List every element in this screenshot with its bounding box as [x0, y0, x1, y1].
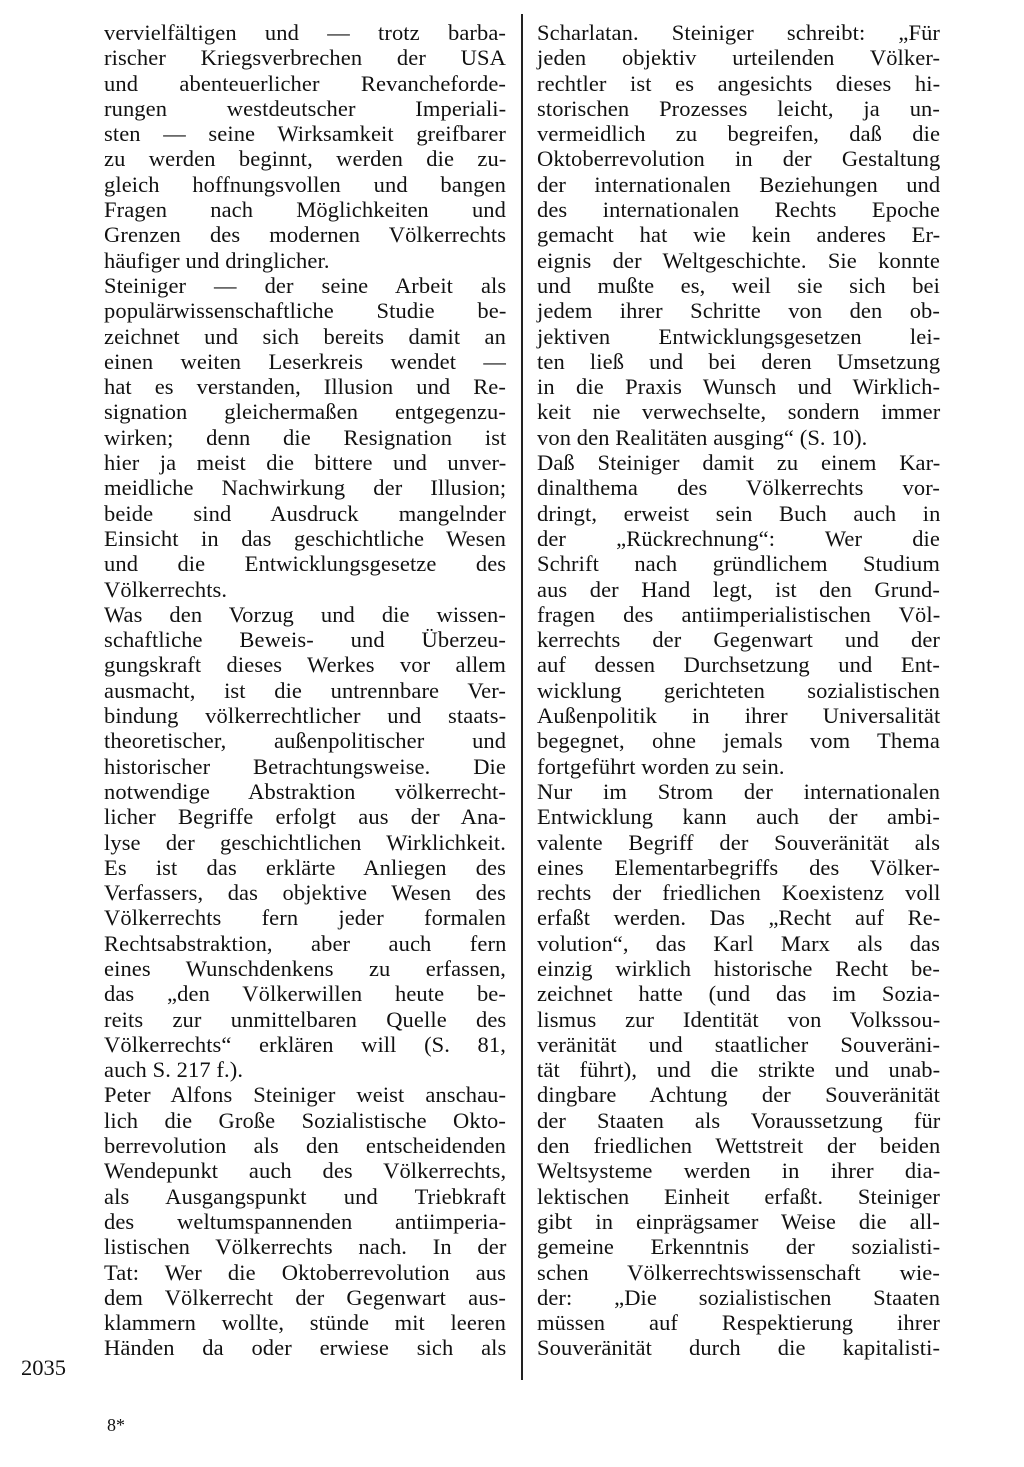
text-line: jektiven Entwicklungsgesetzen lei-: [537, 323, 941, 349]
text-line: schaftliche Beweis- und Überzeu-: [104, 627, 506, 653]
text-line: Weltsysteme werden in ihrer dia-: [537, 1158, 941, 1184]
text-line: wirken; denn die Resignation ist: [104, 424, 507, 450]
text-line: klammern wollte, stünde mit leeren: [104, 1310, 506, 1336]
text-line: reits zur unmittelbaren Quelle des: [104, 1006, 507, 1032]
text-line: Grenzen des modernen Völkerrechts: [104, 222, 507, 248]
text-line: Tat: Wer die Oktoberrevolution aus: [104, 1259, 506, 1285]
text-line: dingbare Achtung der Souveränität: [537, 1082, 940, 1108]
text-line: häufiger und dringlicher.: [104, 247, 330, 273]
text-line: rechtler ist es angesichts dieses hi-: [537, 70, 941, 96]
text-line: Schrift nach gründlichem Studium: [537, 551, 940, 577]
text-line: signation gleichermaßen entgegenzu-: [104, 399, 506, 425]
text-line: storischen Prozesses leicht, ja un-: [537, 95, 940, 121]
text-line: rischer Kriegsverbrechen der USA: [104, 45, 506, 71]
text-line: aus der Hand legt, ist den Grund-: [537, 576, 940, 602]
text-line: Völkerrechts fern jeder formalen: [104, 905, 506, 931]
text-line: dinalthema des Völkerrechts vor-: [537, 475, 940, 501]
text-line: gibt in einprägsamer Weise die all-: [537, 1208, 940, 1234]
text-line: einzig wirklich historische Recht be-: [537, 955, 940, 981]
text-line: lyse der geschichtlichen Wirklichkeit.: [104, 829, 506, 855]
text-line: lich die Große Sozialistische Okto-: [104, 1107, 506, 1133]
footer-mark: 8*: [107, 1415, 125, 1435]
text-line: populärwissenschaftliche Studie be-: [104, 298, 507, 324]
text-line: als Ausgangspunkt und Triebkraft: [104, 1183, 506, 1209]
text-line: Wendepunkt auch des Völkerrechts,: [104, 1158, 507, 1184]
text-line: zeichnet hatte (und das im Sozia-: [537, 981, 940, 1007]
text-line: ausmacht, ist die untrennbare Ver-: [104, 677, 506, 703]
text-line: berrevolution als den entscheidenden: [104, 1133, 506, 1159]
text-line: Völkerrechts“ erklären will (S. 81,: [104, 1031, 506, 1057]
text-line: fragen des antiimperialistischen Völ-: [537, 601, 941, 627]
text-line: Was den Vorzug und die wissen-: [104, 601, 506, 627]
text-line: einen weiten Leserkreis wendet —: [104, 348, 506, 374]
text-line: lektischen Einheit erfaßt. Steiniger: [537, 1183, 940, 1209]
text-line: in die Praxis Wunsch und Wirklich-: [537, 374, 941, 400]
text-line: notwendige Abstraktion völkerrecht-: [104, 778, 506, 804]
text-line: Entwicklung kann auch der ambi-: [537, 804, 941, 830]
text-line: beide sind Ausdruck mangelnder: [104, 500, 506, 526]
text-line: gemacht hat wie kein anderes Er-: [537, 222, 941, 248]
text-line: erfaßt werden. Das „Recht auf Re-: [537, 905, 941, 931]
text-line: listischen Völkerrechts nach. In der: [104, 1234, 507, 1260]
text-line: auf dessen Durchsetzung und Ent-: [537, 652, 940, 678]
text-line: jedem ihrer Schritte von den ob-: [537, 298, 940, 324]
text-line: hat es verstanden, Illusion und Re-: [104, 374, 506, 400]
text-line: eines Wunschdenkens zu erfassen,: [104, 955, 507, 981]
text-line: veränität und staatlicher Souveräni-: [537, 1031, 941, 1057]
text-line: der „Rückrechnung“: Wer die: [537, 525, 940, 551]
text-line: Peter Alfons Steiniger weist anschau-: [104, 1082, 507, 1108]
text-line: Einsicht in das geschichtliche Wesen: [104, 525, 507, 551]
text-line: der: „Die sozialistischen Staaten: [537, 1284, 941, 1310]
right-text-column: [537, 20, 940, 1361]
text-line: der internationalen Beziehungen und: [537, 171, 941, 197]
text-line: valente Begriff der Souveränität als: [537, 829, 941, 855]
text-line: vermeidlich zu begreifen, daß die: [537, 121, 941, 147]
text-line: vervielfältigen und — trotz barba-: [104, 20, 507, 45]
text-line: Es ist das erklärte Anliegen des: [104, 854, 506, 880]
text-line: gemeine Erkenntnis der sozialisti-: [537, 1234, 941, 1260]
text-line: und abenteuerlicher Revancheforde-: [104, 70, 506, 96]
text-line: bindung völkerrechtlicher und staats-: [104, 703, 507, 729]
text-line: auch S. 217 f.).: [104, 1057, 244, 1083]
text-line: keit nie verwechselte, sondern immer: [537, 399, 941, 425]
text-line: müssen auf Respektierung ihrer: [537, 1310, 940, 1336]
text-line: eines Elementarbegriffs des Völker-: [537, 854, 940, 880]
text-line: zu werden beginnt, werden die zu-: [104, 146, 507, 172]
text-line: ten ließ und bei deren Umsetzung: [537, 348, 941, 374]
text-line: dringt, erweist sein Buch auch in: [537, 500, 941, 526]
text-line: rungen westdeutscher Imperiali-: [104, 95, 507, 121]
text-line: Rechtsabstraktion, aber auch fern: [104, 930, 507, 956]
text-line: Souveränität durch die kapitalisti-: [537, 1335, 941, 1361]
text-line: gleich hoffnungsvollen und bangen: [104, 171, 506, 197]
text-line: begegnet, ohne jemals vom Thema: [537, 728, 940, 754]
text-line: zeichnet und sich bereits damit an: [104, 323, 506, 349]
text-line: Fragen nach Möglichkeiten und: [104, 197, 506, 223]
text-line: schen Völkerrechtswissenschaft wie-: [537, 1259, 940, 1285]
page-number: 2035: [21, 1355, 66, 1380]
text-line: Scharlatan. Steiniger schreibt: „Für: [537, 20, 941, 45]
text-line: Nur im Strom der internationalen: [537, 778, 941, 804]
text-line: tät führt), und die strikte und unab-: [537, 1057, 941, 1083]
text-line: Händen da oder erwiese sich als: [104, 1335, 507, 1361]
text-line: lismus zur Identität von Volkssou-: [537, 1006, 941, 1032]
text-line: den friedlichen Wettstreit der beiden: [537, 1133, 941, 1159]
left-text-column: [104, 20, 506, 1361]
text-line: wicklung gerichteten sozialistischen: [537, 677, 940, 703]
text-line: fortgeführt worden zu sein.: [537, 753, 785, 779]
text-line: Außenpolitik in ihrer Universalität: [537, 703, 941, 729]
text-line: das „den Völkerwillen heute be-: [104, 981, 506, 1007]
text-line: Verfassers, das objektive Wesen des: [104, 880, 506, 906]
text-line: eignis der Weltgeschichte. Sie konnte: [537, 247, 940, 273]
text-line: rechts der friedlichen Koexistenz voll: [537, 880, 941, 906]
text-line: Oktoberrevolution in der Gestaltung: [537, 146, 941, 172]
text-line: jeden objektiv urteilenden Völker-: [537, 45, 941, 71]
text-line: Völkerrechts.: [104, 576, 228, 602]
text-line: des weltumspannenden antiimperia-: [104, 1208, 507, 1234]
text-line: und mußte es, weil sie sich bei: [537, 272, 940, 298]
text-line: meidliche Nachwirkung der Illusion;: [104, 475, 507, 501]
text-line: volution“, das Karl Marx als das: [537, 930, 940, 956]
text-line: gungskraft dieses Werkes vor allem: [104, 652, 506, 678]
text-line: Steiniger — der seine Arbeit als: [104, 272, 507, 298]
text-line: von den Realitäten ausging“ (S. 10).: [537, 424, 868, 450]
text-line: sten — seine Wirksamkeit greifbarer: [104, 121, 506, 147]
text-line: des internationalen Rechts Epoche: [537, 197, 940, 223]
text-line: licher Begriffe erfolgt aus der Ana-: [104, 804, 506, 830]
text-line: dem Völkerrecht der Gegenwart aus-: [104, 1284, 506, 1310]
text-line: Daß Steiniger damit zu einem Kar-: [537, 450, 941, 476]
text-line: und die Entwicklungsgesetze des: [104, 551, 507, 577]
text-line: kerrechts der Gegenwart und der: [537, 627, 940, 653]
text-line: theoretischer, außenpolitischer und: [104, 728, 507, 754]
text-line: der Staaten als Voraussetzung für: [537, 1107, 941, 1133]
text-line: hier ja meist die bittere und unver-: [104, 450, 507, 476]
text-line: historischer Betrachtungsweise. Die: [104, 753, 506, 779]
column-divider: [521, 14, 523, 1380]
